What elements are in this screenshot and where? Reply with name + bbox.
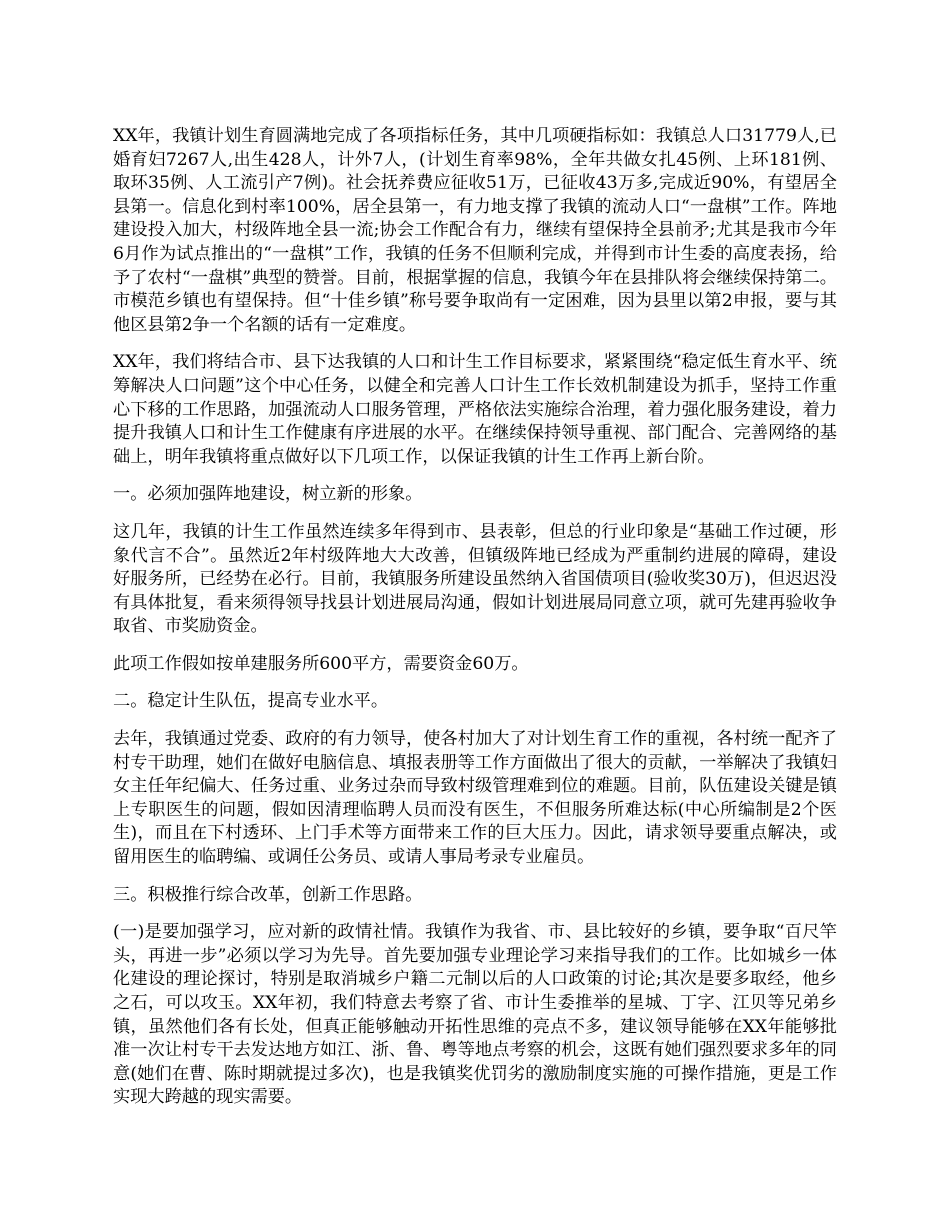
paragraph-plan: XX年，我们将结合市、县下达我镇的人口和计生工作目标要求，紧紧围绕“稳定低生育水平、统筹解决人口问题”这个中心任务，以健全和完善人口计生工作长效机制建设为抓手，坚持工作重心下移的工作思路，加强流动人口服务管理，严格依法实施综合治理，着力强化服务建设，着力提升我镇人口和计生工作健康有序进展的水平。在继续保持领导重视、部门配合、完善网络的基础上，明年我镇将重点做好以下几项工作，以保证我镇的计生工作再上新台阶。 bbox=[113, 352, 837, 467]
paragraph-section-3-item-1: (一)是要加强学习，应对新的政情社情。我镇作为我省、市、县比较好的乡镇，要争取“百尺竿头，再进一步”必须以学习为先导。首先要加强专业理论学习来指导我们的工作。比如城乡一体化建设的理论探讨，特别是取消城乡户籍二元制以后的人口政策的讨论;其次是要多取经，他乡之石，可以攻玉。XX年初，我们特意去考察了省、市计生委推举的星城、丁字、江贝等兄弟乡镇，虽然他们各有长处，但真正能够触动开拓性思维的亮点不多，建议领导能够在XX年能够批准一次让村专干去发达地方如江、浙、鲁、粤等地点考察的机会，这既有她们强烈要求多年的同意(她们在曹、陈时期就提过多次)，也是我镇奖优罚劣的激励制度实施的可操作措施，更是工作实现大跨越的现实需要。 bbox=[113, 922, 837, 1108]
document-body bbox=[113, 125, 837, 1124]
heading-section-3: 三。积极推行综合改革，创新工作思路。 bbox=[113, 884, 423, 905]
heading-section-1: 一。必须加强阵地建设，树立新的形象。 bbox=[113, 484, 423, 505]
paragraph-funding: 此项工作假如按单建服务所600平方，需要资金60万。 bbox=[113, 653, 529, 674]
paragraph-section-1: 这几年，我镇的计生工作虽然连续多年得到市、县表彰，但总的行业印象是“基础工作过硬，形象代言不合”。虽然近2年村级阵地大大改善，但镇级阵地已经成为严重制约进展的障碍，建设好服务所，已经势在必行。目前，我镇服务所建设虽然纳入省国债项目(验收奖30万)，但迟迟没有具体批复，看来须得领导找县计划进展局沟通，假如计划进展局同意立项，就可先建再验收争取省、市奖励资金。 bbox=[113, 521, 837, 637]
paragraph-summary: XX年，我镇计划生育圆满地完成了各项指标任务，其中几项硬指标如：我镇总人口31779人,已婚育妇7267人,出生428人，计外7人，(计划生育率98%，全年共做女扎45例、上环181例、取环35例、人工流引产7例)。社会抚养费应征收51万，已征收43万多,完成近90%，有望居全县第一。信息化到村率100%，居全县第一，有力地支撑了我镇的流动人口“一盘棋”工作。阵地建设投入加大，村级阵地全县一流;协会工作配合有力，继续有望保持全县前矛;尤其是我市今年6月作为试点推出的“一盘棋”工作，我镇的任务不但顺利完成，并得到市计生委的高度表扬，给予了农村“一盘棋”典型的赞誉。目前，根据掌握的信息，我镇今年在县排队将会继续保持第二。市模范乡镇也有望保持。但“十佳乡镇”称号要争取尚有一定困难，因为县里以第2申报，要与其他区县第2争一个名额的话有一定难度。 bbox=[113, 126, 837, 335]
paragraph-section-2: 去年，我镇通过党委、政府的有力领导，使各村加大了对计划生育工作的重视，各村统一配齐了村专干助理，她们在做好电脑信息、填报表册等工作方面做出了很大的贡献，一举解决了我镇妇女主任年纪偏大、任务过重、业务过杂而导致村级管理难到位的难题。目前，队伍建设关键是镇上专职医生的问题，假如因清理临聘人员而没有医生，不但服务所难达标(中心所编制是2个医生)，而且在下村透环、上门手术等方面带来工作的巨大压力。因此，请求领导要重点解决，或留用医生的临聘编、或调任公务员、或请人事局考录专业雇员。 bbox=[113, 729, 837, 868]
heading-section-2: 二。稳定计生队伍，提高专业水平。 bbox=[113, 691, 389, 712]
